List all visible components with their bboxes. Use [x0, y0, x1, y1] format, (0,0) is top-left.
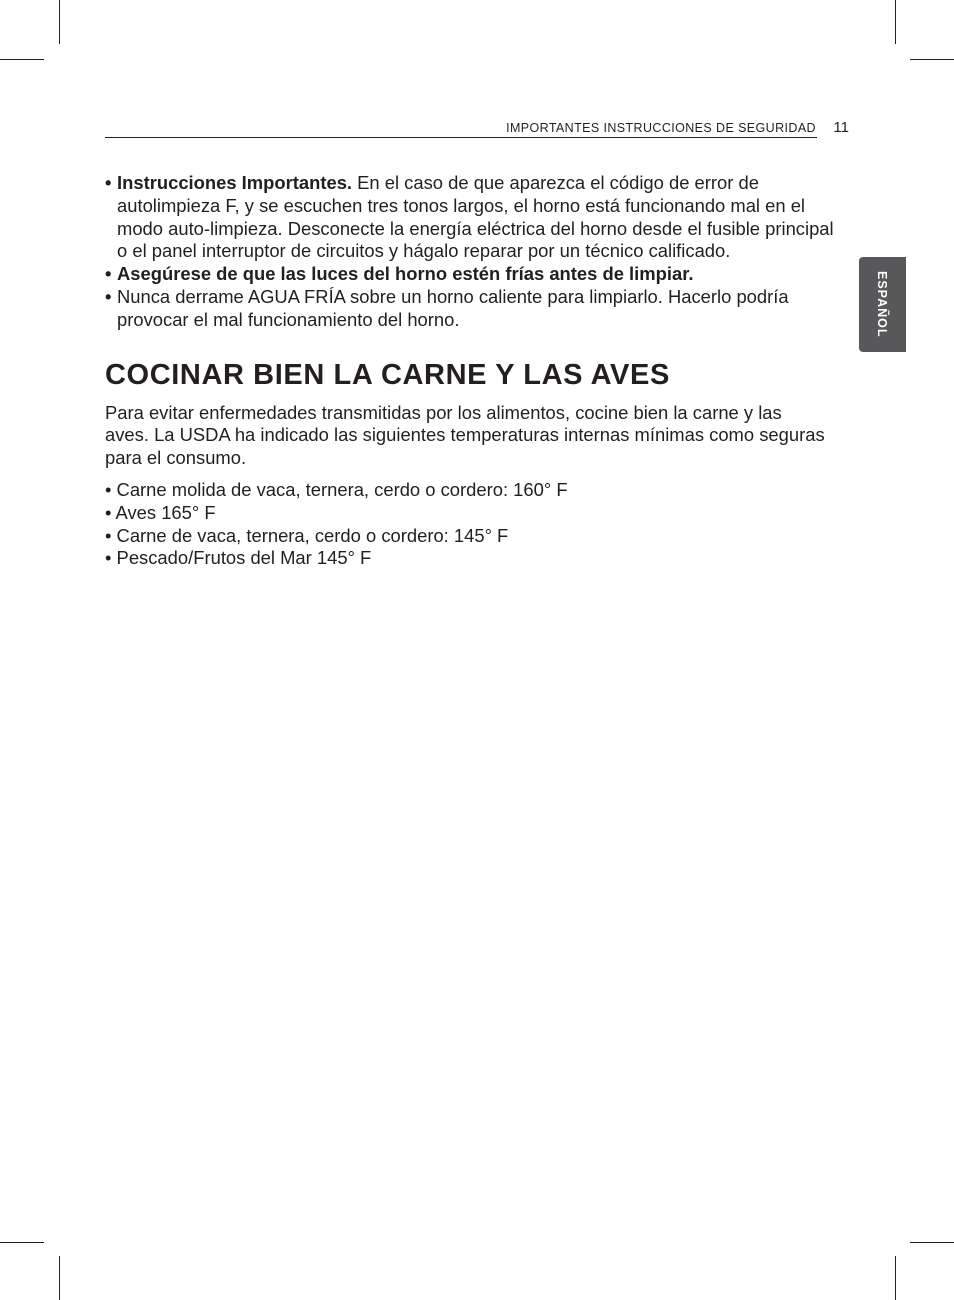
running-header: [105, 120, 849, 138]
crop-mark-bottom-left-vertical: [59, 1256, 60, 1300]
crop-mark-top-right-horizontal: [910, 59, 954, 60]
safety-bullet-text: En el caso de que aparezca el código de error de autolimpieza F, y se escuchen tres tonos largos, el horno está funcionando mal en el modo auto-limpieza. Desconecte la energía eléctrica del horno desde el fusible principal o el panel interruptor de circuitos y hágalo reparar por un técnico calificado.: [117, 172, 834, 262]
safety-bullet: [105, 263, 840, 286]
safety-bullet: [105, 286, 840, 332]
crop-mark-bottom-left-horizontal: [0, 1242, 44, 1243]
crop-mark-top-left-vertical: [59, 0, 60, 44]
temperature-item: • Carne de vaca, ternera, cerdo o cordero: 145° F: [105, 524, 509, 546]
safety-bullet-text: Nunca derrame AGUA FRÍA sobre un horno caliente para limpiarlo. Hacerlo podría provocar el mal funcionamiento del horno.: [117, 285, 789, 330]
crop-mark-top-left-horizontal: [0, 59, 44, 60]
safety-bullet-bold: Instrucciones Importantes.: [117, 172, 353, 193]
crop-mark-bottom-right-vertical: [895, 1256, 896, 1300]
safety-bullet: [105, 172, 840, 263]
crop-mark-bottom-right-horizontal: [910, 1242, 954, 1243]
header-rule: [105, 137, 817, 138]
page-content: [105, 172, 840, 570]
temperature-item: • Carne molida de vaca, ternera, cerdo o cordero: 160° F: [105, 478, 568, 500]
header-section-title: IMPORTANTES INSTRUCCIONES DE SEGURIDAD: [506, 121, 816, 135]
section-intro: Para evitar enfermedades transmitidas por los alimentos, cocine bien la carne y las aves. La USDA ha indicado las siguientes temperaturas internas mínimas como seguras para el consumo.: [105, 401, 825, 469]
safety-bullet-bold: Asegúrese de que las luces del horno estén frías antes de limpiar.: [117, 263, 694, 285]
page-number: 11: [833, 119, 849, 136]
crop-mark-top-right-vertical: [895, 0, 896, 44]
temperature-list: [105, 479, 840, 570]
temperature-item: • Pescado/Frutos del Mar 145° F: [105, 547, 372, 569]
temperature-item: • Aves 165° F: [105, 501, 216, 523]
section-heading: COCINAR BIEN LA CARNE Y LAS AVES: [105, 358, 670, 391]
safety-bullet-list: [105, 172, 840, 332]
language-tab-label: ESPAÑOL: [875, 271, 889, 338]
